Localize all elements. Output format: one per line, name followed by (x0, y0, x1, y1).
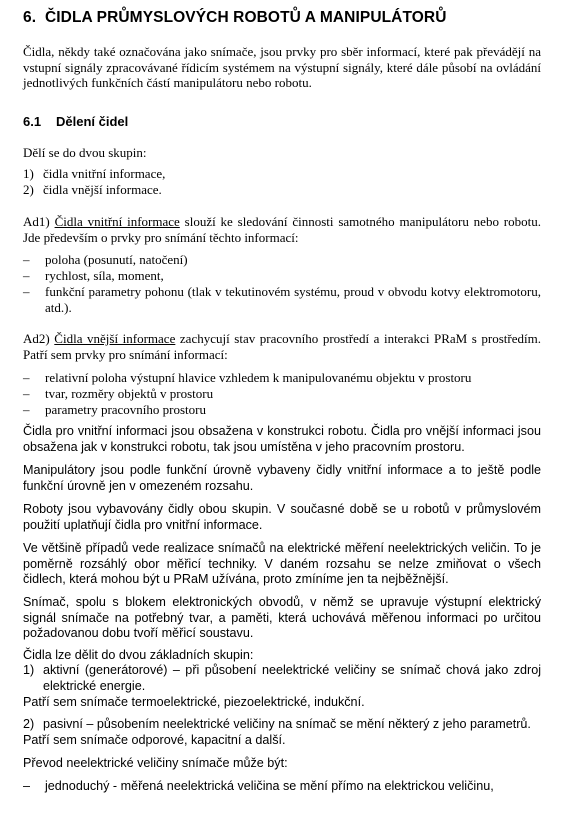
division-lead: Dělí se do dvou skupin: (23, 145, 147, 160)
dash-bullet: – (23, 284, 30, 299)
list-marker: 1) (23, 663, 35, 677)
ad2-text: zachycují stav pracovního prostředí a interakci PRaM s prostředím. Patří sem prvky pro snímání informací: (23, 331, 541, 362)
list-item-text: aktivní (generátorové) – při působení neelektrické veličiny se snímač chová jako zdroj elektrické energie. (43, 663, 541, 693)
list-item (23, 663, 541, 694)
bullet-text: tvar, rozměry objektů v prostoru (45, 386, 214, 401)
section-title: Dělení čidel (56, 114, 129, 129)
ad1-paragraph (23, 214, 541, 245)
paragraph-internal-external: Čidla pro vnitřní informaci jsou obsažena v konstrukci robotu. Čidla pro vnější informaci jsou obsažena jak v konstrukci robotu, tak jsou umístěna v jeho pracovním prostoru. (23, 424, 541, 454)
ad1-prefix: Ad1) (23, 214, 50, 229)
groups-lead: Čidla lze dělit do dvou základních skupin: (23, 648, 254, 662)
list-item-text: čidla vnitřní informace, (43, 166, 166, 181)
paragraph-robots: Roboty jsou vybavovány čidly obou skupin. V současné době se u robotů v průmyslovém použití uplatňují čidla pro vnitřní informace. (23, 502, 541, 532)
bullet-text: jednoduchý - měřená neelektrická veličina se mění přímo na elektrickou veličinu, (45, 779, 494, 793)
paragraph-measurement: Ve většině případů vede realizace snímačů na elektrické měření neelektrických veličin. To je poměrně rozsáhlý obor měřicí techniky. V daném rozsahu se nelze zmiňovat o všech čidlech, která mohou být u PRaM užívána, proto zmíníme jen ta nejběžnější. (23, 541, 541, 586)
groups-item2-note: Patří sem snímače odporové, kapacitní a další. (23, 733, 286, 747)
bullet-item (23, 386, 541, 402)
bullet-item (23, 284, 541, 315)
paragraph-manipulators: Manipulátory jsou podle funkční úrovně vybaveny čidly vnitřní informace a to ještě podle funkční úrovně jen v omezeném rozsahu. (23, 463, 541, 493)
section-heading (23, 114, 128, 130)
list-item (23, 182, 541, 198)
bullet-text: relativní poloha výstupní hlavice vzhledem k manipulovanému objektu v prostoru (45, 370, 472, 385)
ad1-term: Čidla vnitřní informace (54, 214, 180, 229)
ad2-term: Čidla vnější informace (54, 331, 176, 346)
chapter-heading (23, 10, 563, 26)
dash-bullet: – (23, 386, 30, 401)
groups-item1-note: Patří sem snímače termoelektrické, piezoelektrické, indukční. (23, 695, 365, 709)
list-marker: 2) (23, 182, 34, 197)
list-marker: 1) (23, 166, 34, 181)
ad1-text: slouží ke sledování činnosti samotného manipulátoru nebo robotu. Jde především o prvky pro snímání těchto informací: (23, 214, 541, 245)
list-marker: 2) (23, 717, 35, 731)
bullet-text: funkční parametry pohonu (tlak v tekutinovém systému, proud v obvodu kotvy elektromotoru, atd.). (45, 284, 541, 315)
paragraph-measuring-system: Snímač, spolu s blokem elektronických obvodů, v němž se upravuje výstupní elektrický signál snímače na potřebný tvar, a paměti, která uchovává měřenou informaci po určitou požadovanou dobu tvoří měřicí soustavu. (23, 595, 541, 640)
chapter-title: ČIDLA PRŮMYSLOVÝCH ROBOTŮ A MANIPULÁTORŮ (44, 9, 447, 26)
bullet-item (23, 252, 541, 268)
intro-paragraph: Čidla, někdy také označována jako snímače, jsou prvky pro sběr informací, které pak převádějí na vstupní signály zpracovávané řídicím systémem na výstupní signály, které dále působí na ovládání jednotlivých funkčních částí manipulátoru nebo robotu. (23, 44, 541, 90)
dash-bullet: – (23, 370, 30, 385)
section-number: 6.1 (23, 114, 42, 129)
list-item (23, 717, 541, 733)
bullet-text: poloha (posunutí, natočení) (45, 252, 188, 267)
bullet-item (23, 779, 541, 795)
ad2-paragraph (23, 331, 541, 362)
bullet-text: parametry pracovního prostoru (45, 402, 207, 417)
conversion-lead: Převod neelektrické veličiny snímače může být: (23, 756, 288, 770)
bullet-item (23, 268, 541, 284)
dash-bullet: – (23, 252, 30, 267)
list-item-text: pasivní – působením neelektrické veličiny na snímač se mění některý z jeho parametrů. (43, 717, 531, 731)
dash-bullet: – (23, 402, 30, 417)
dash-bullet: – (23, 779, 31, 793)
bullet-item (23, 370, 541, 386)
list-item-text: čidla vnější informace. (43, 182, 162, 197)
bullet-text: rychlost, síla, moment, (45, 268, 164, 283)
dash-bullet: – (23, 268, 30, 283)
chapter-number: 6. (23, 9, 37, 26)
ad2-prefix: Ad2) (23, 331, 50, 346)
bullet-item (23, 402, 541, 418)
list-item (23, 166, 541, 182)
